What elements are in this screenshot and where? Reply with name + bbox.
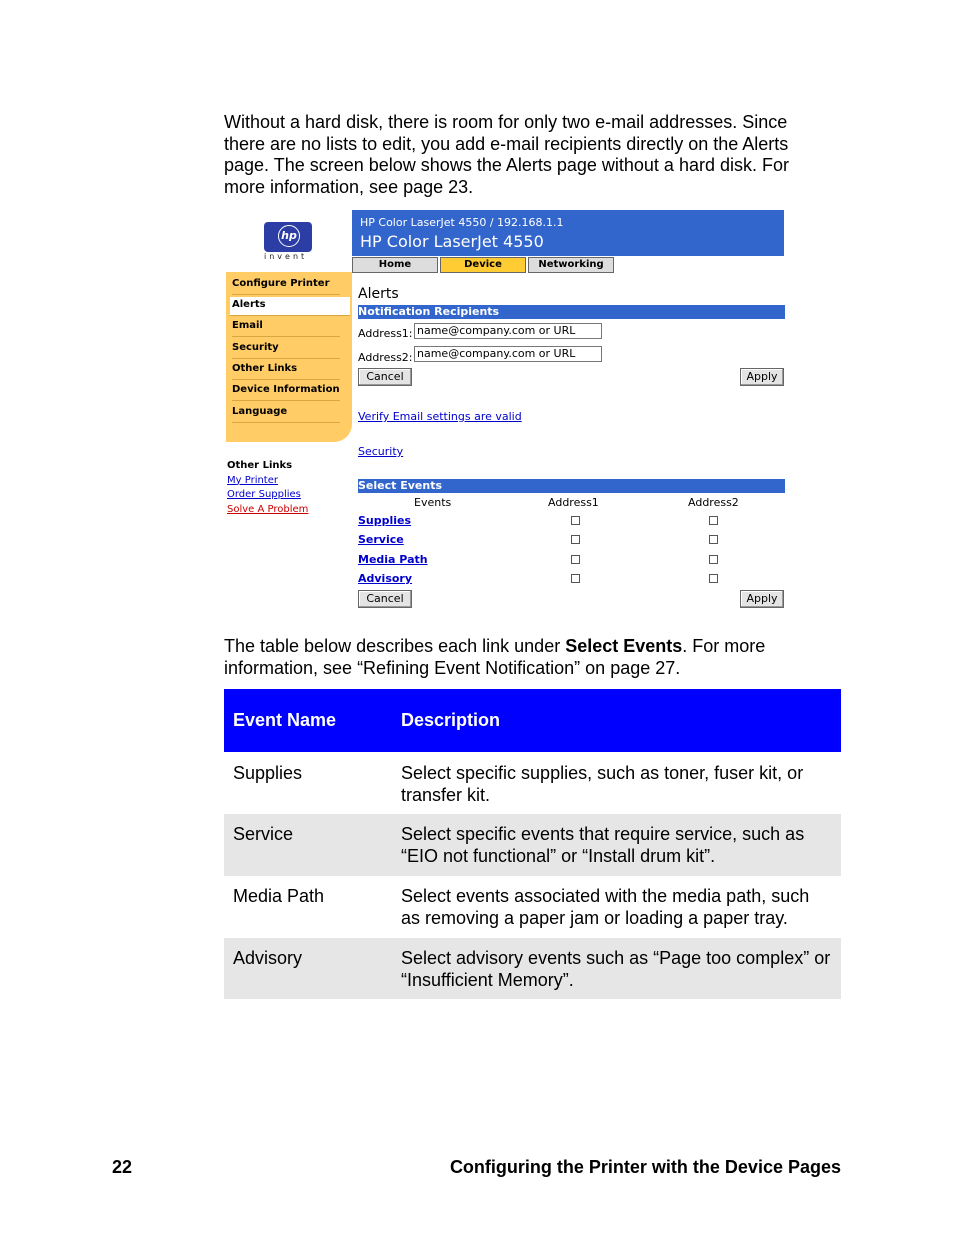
- sidebar: [226, 272, 352, 442]
- events-column-header: Events: [414, 496, 452, 509]
- hp-logo: [264, 222, 312, 252]
- order-supplies-link[interactable]: Order Supplies: [227, 489, 301, 500]
- advisory-event-link[interactable]: Advisory: [358, 572, 413, 585]
- advisory-address2-checkbox[interactable]: [709, 574, 718, 583]
- description-cell: Select specific supplies, such as toner, fuser kit, or transfer kit.: [401, 763, 804, 805]
- apply-button[interactable]: Apply: [740, 368, 784, 386]
- table-row: [224, 938, 841, 999]
- service-event-link[interactable]: Service: [358, 533, 404, 546]
- table-row: [224, 876, 841, 938]
- description-cell: Select events associated with the media path, such as removing a paper jam or loading a paper tray.: [401, 886, 810, 928]
- table-intro-prefix: The table below describes each link under: [224, 636, 566, 656]
- table-intro-paragraph: [224, 636, 824, 679]
- banner: [352, 210, 784, 256]
- address1-column-header: Address1: [548, 496, 599, 509]
- footer-title: Configuring the Printer with the Device Pages: [449, 1157, 841, 1177]
- event-name-cell: Advisory: [233, 948, 303, 968]
- supplies-address1-checkbox[interactable]: [571, 516, 580, 525]
- address1-label: Address1:: [358, 327, 413, 340]
- supplies-address2-checkbox[interactable]: [709, 516, 718, 525]
- sidebar-item-alerts[interactable]: Alerts: [230, 297, 350, 316]
- event-name-cell: Service: [233, 824, 294, 844]
- cancel-button-bottom[interactable]: Cancel: [358, 590, 412, 608]
- solve-a-problem-link[interactable]: Solve A Problem: [227, 503, 309, 515]
- notification-recipients-bar: Notification Recipients: [358, 305, 785, 319]
- event-name-cell: Supplies: [233, 763, 303, 783]
- media-path-address2-checkbox[interactable]: [709, 555, 718, 564]
- table-row: [224, 814, 841, 876]
- tab-networking[interactable]: Networking: [528, 257, 614, 273]
- description-cell: Select advisory events such as “Page too complex” or “Insufficient Memory”.: [401, 948, 831, 990]
- sidebar-item-security[interactable]: Security: [232, 340, 340, 359]
- sidebar-item-other-links[interactable]: Other Links: [232, 361, 340, 380]
- supplies-event-link[interactable]: Supplies: [358, 514, 412, 527]
- event-name-cell: Media Path: [233, 886, 325, 906]
- my-printer-link[interactable]: My Printer: [227, 474, 278, 486]
- alerts-page-screenshot: [224, 208, 788, 618]
- table-header: [224, 689, 841, 752]
- event-name-header: Event Name: [233, 710, 337, 730]
- advisory-address1-checkbox[interactable]: [571, 574, 580, 583]
- security-link[interactable]: Security: [358, 445, 404, 458]
- banner-subtitle: HP Color LaserJet 4550 / 192.168.1.1: [360, 216, 564, 229]
- tab-home[interactable]: Home: [352, 257, 438, 273]
- description-header: Description: [401, 710, 501, 730]
- tab-device[interactable]: Device: [440, 257, 526, 273]
- service-address1-checkbox[interactable]: [571, 535, 580, 544]
- apply-button-bottom[interactable]: Apply: [740, 590, 784, 608]
- cancel-button[interactable]: Cancel: [358, 368, 412, 386]
- other-links: [227, 459, 308, 517]
- tab-bar: [352, 257, 614, 273]
- table-intro-bold: Select Events: [565, 636, 683, 656]
- sidebar-item-language[interactable]: Language: [232, 404, 340, 423]
- address2-input[interactable]: name@company.com or URL: [414, 346, 602, 362]
- invent-text: invent: [264, 252, 308, 261]
- media-path-address1-checkbox[interactable]: [571, 555, 580, 564]
- other-links-heading: Other Links: [227, 460, 293, 471]
- media-path-event-link[interactable]: Media Path: [358, 553, 428, 566]
- service-address2-checkbox[interactable]: [709, 535, 718, 544]
- sidebar-item-configure-printer[interactable]: Configure Printer: [232, 276, 340, 295]
- address1-input[interactable]: name@company.com or URL: [414, 323, 602, 339]
- page-title: Alerts: [358, 286, 399, 302]
- description-cell: Select specific events that require service, such as “EIO not functional” or “Install drum kit”.: [401, 824, 805, 866]
- select-events-bar: Select Events: [358, 479, 785, 493]
- table-intro-suffix: . For more information, see “Refining Event Notification” on page 27.: [224, 636, 766, 678]
- sidebar-item-device-information[interactable]: Device Information: [232, 382, 340, 401]
- address2-label: Address2:: [358, 351, 413, 364]
- page-number: 22: [112, 1157, 133, 1177]
- intro-paragraph: Without a hard disk, there is room for only two e-mail addresses. Since there are no lists to edit, you add e-mail recipients directly on the Alerts page. The screen below shows the Alerts page without a hard disk. For more information, see page 23.: [224, 112, 789, 197]
- address2-column-header: Address2: [688, 496, 739, 509]
- hp-logo-letters: hp: [278, 225, 300, 247]
- sidebar-item-email[interactable]: Email: [232, 318, 340, 337]
- verify-email-link[interactable]: Verify Email settings are valid: [358, 410, 522, 423]
- table-row: [224, 752, 841, 814]
- banner-title: HP Color LaserJet 4550: [360, 232, 544, 251]
